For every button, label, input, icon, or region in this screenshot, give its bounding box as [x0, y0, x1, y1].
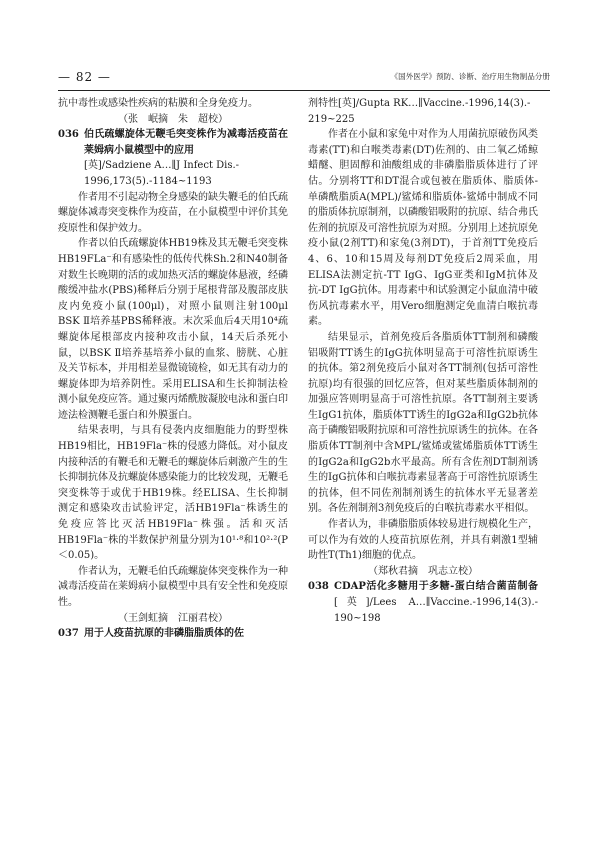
continued-text: 抗中毒性或感染性疾病的粘膜和全身免疫力。	[58, 98, 258, 109]
article-038-citation: /Lees A…∥Vaccine.‐1996,14(3).‐190~198	[334, 597, 538, 624]
article-038-number: 038	[308, 581, 329, 593]
article-036-para-2: 作者以伯氏疏螺旋体HB19株及其无鞭毛突变株HB19FLa⁻和有感染性的低传代株Sh.2和N40制备对数生长晚期的活的或加热灭活的螺旋体悬液，经磷酸缓冲盐水(PBS)稀释后分别于尾根背部及腹部皮肤皮内免疫小鼠(100μl)，对照小鼠则注射100μl BSK Ⅱ培养基PBS稀释液。末次采血后4天用10⁴疏螺旋体尾根部皮内接种攻击小鼠，14天后杀死小鼠，以BSK Ⅱ培养基培养小鼠的血浆、膀胱、心脏及关节标本，并用相差显微镜镜检，如无其有动力的螺旋体即为培养阴性。采用ELISA和生长抑制法检测小鼠免疫应答。通过聚丙烯酰胺凝胶电泳和蛋白印迹法检测鞭毛蛋白和外膜蛋白。	[58, 238, 288, 421]
article-036-number: 036	[58, 129, 79, 141]
header-rule	[58, 90, 550, 91]
article-037-title-text: 用于人疫苗抗原的非磷脂脂质体的佐	[84, 628, 244, 640]
article-038-language: [英]	[334, 597, 370, 608]
article-036-para-3: 结果表明，与具有侵袭内皮细胞能力的野型株HB19相比，HB19Fla⁻株的侵感力降低。对小鼠皮内接种活的有鞭毛和无鞭毛的螺旋体后刺激产生的生长抑制抗体及抗螺旋体感染能力的比较发现，无鞭毛突变株等于或优于HB19株。经ELISA、生长抑制测定和感染攻击试验评定，活HB19Fla⁻株诱生的免疫应答比灭活HB19Fla⁻株强。活和灭活HB19Fla⁻株的半数保护剂量分别为10¹·⁸和10²·²(P＜0.05)。	[58, 425, 288, 562]
article-037-number: 037	[58, 628, 79, 640]
article-037-title	[58, 626, 288, 642]
article-038-title	[308, 579, 538, 626]
article-037-para-3: 作者认为，非磷脂脂质体较易进行规模化生产，可以作为有效的人疫苗抗原佐剂，并具有刺激1型辅助性T(Th1)细胞的优点。	[308, 519, 538, 562]
right-column	[308, 96, 538, 626]
abstractor-credit: （张 岷摘 朱 超校）	[118, 113, 228, 125]
article-036-citation: [英]/Sadziene A…∥J Infect Dis.‐1996,173(5).‐1184~1193	[84, 160, 240, 187]
page-number: — 82 —	[58, 70, 111, 84]
article-037-abstractors: （郑秋君摘 巩志立校）	[368, 565, 478, 577]
article-036-title	[58, 127, 288, 158]
article-037-para-1: 作者在小鼠和家兔中对作为人用菌抗原破伤风类毒素(TT)和白喉类毒素(DT)佐剂的、由二氧乙烯鲸蜡醚、胆固醇和油酸组成的非磷脂脂质体进行了评估。分别将TT和DT混合或包被在脂质体、脂质体‐单磷酰脂质A(MPL)/鲨烯和脂质体‐鲨烯中制成不同的脂质体抗原制剂，以磷酸铝吸附的抗原、结合弗氏佐剂的抗原及可溶性抗原为对照。分别用上述抗原免疫小鼠(2剂TT)和家兔(3剂DT)，于首剂TT免疫后4、6、10和15周及每剂DT免疫后2周采血，用ELISA法测定抗‐TT IgG、IgG亚类和IgM抗体及抗‐DT IgG抗体。用毒素中和试验测定小鼠血清中破伤风抗毒素水平，用Vero细胞测定免血清白喉抗毒素。	[308, 129, 538, 328]
page-header	[58, 70, 550, 90]
article-036-title-text: 伯氏疏螺旋体无鞭毛突变株作为减毒活疫苗在莱姆病小鼠模型中的应用	[84, 129, 288, 156]
running-title: 《国外医学》预防、诊断、治疗用生物制品分册	[390, 72, 550, 81]
article-038-title-text: CDAP活化多糖用于多糖‐蛋白结合菌苗制备	[334, 581, 538, 593]
article-036-para-4: 作者认为，无鞭毛伯氏疏螺旋体突变株作为一种减毒活疫苗在莱姆病小鼠模型中具有安全性和免疫原性。	[58, 565, 288, 608]
article-036-para-1: 作者用不引起动物全身感染的缺失鞭毛的伯氏疏螺旋体减毒突变株作为疫苗，在小鼠模型中评价其免疫原性和保护效力。	[58, 191, 288, 234]
article-037-para-2: 结果显示，首剂免疫后各脂质体TT制剂和磷酸铝吸附TT诱生的IgG抗体明显高于可溶性抗原诱生的抗体。第2剂免疫后小鼠对各TT制剂(包括可溶性抗原)均有很强的回忆应答，但对某些脂质体制剂的加强应答则明显高于可溶性抗原。各TT制剂主要诱生IgG1抗体，脂质体TT诱生的IgG2a和IgG2b抗体高于磷酸铝吸附抗原和可溶性抗原诱生的抗体。在各脂质体TT制剂中含MPL/鲨烯或鲨烯脂质体TT诱生的IgG2a和IgG2b水平最高。所有含佐剂DT制剂诱生的IgG抗体和白喉抗毒素显著高于可溶性抗原诱生的抗体，但不同佐剂制剂诱生的抗体水平无显著差别。各佐剂制剂3剂免疫后的白喉抗毒素水平相似。	[308, 331, 538, 515]
left-column	[58, 96, 288, 642]
article-036-abstractors: （王剑虹摘 江丽君校）	[118, 612, 228, 624]
article-037-title-continued: 剂特性[英]/Gupta RK…∥Vaccine.‐1996,14(3).‐219~225	[308, 98, 531, 125]
